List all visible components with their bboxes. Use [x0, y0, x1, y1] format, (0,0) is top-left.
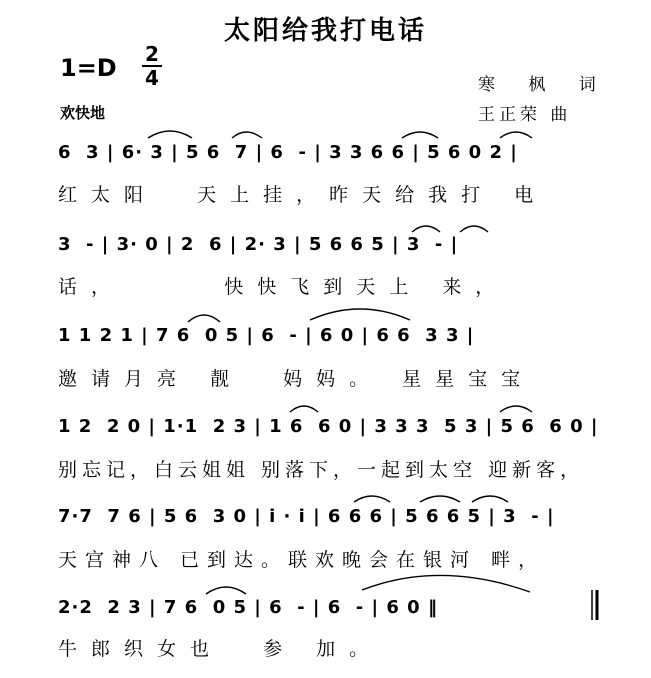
- slur: [412, 226, 440, 232]
- slur: [472, 496, 508, 502]
- slur: [500, 132, 532, 138]
- song-title: 太阳给我打电话: [223, 16, 427, 46]
- slur: [354, 496, 390, 502]
- tempo-marking: 欢快地: [60, 104, 106, 122]
- meter-top: 2: [145, 42, 159, 66]
- notation-line-6: 2·2 2 3 | 7 6 0 5 | 6 - | 6 - | 6 0 ‖: [58, 597, 438, 618]
- notation-line-4: 1 2 2 0 | 1·1 2 3 | 1 6 6 0 | 3 3 3 5 3 | 5 6 6 0 |: [58, 416, 599, 437]
- composer-credit: 王正荣 曲: [478, 105, 572, 125]
- lyric-line-3: 邀请月亮 靓 妈妈。 星星宝宝: [58, 368, 535, 390]
- slur: [460, 226, 488, 232]
- notation-line-5: 7·7 7 6 | 5 6 3 0 | i · i | 6 6 6 | 5 6 6 5 | 3 - |: [58, 506, 555, 527]
- notation-line-3: 1 1 2 1 | 7 6 0 5 | 6 - | 6 0 | 6 6 3 3 |: [58, 325, 475, 346]
- slur: [420, 496, 460, 502]
- slur: [310, 309, 410, 320]
- key-signature: 1=D: [60, 54, 117, 82]
- lyric-line-4: 别忘记，白云姐姐 别落下，一起到太空 迎新客，: [58, 459, 585, 481]
- slur: [206, 587, 246, 594]
- slur: [290, 406, 318, 412]
- slur: [148, 131, 192, 138]
- slur: [402, 132, 438, 138]
- lyricist-credit: 寒 枫 词: [478, 75, 610, 95]
- lyric-line-2: 话， 快快飞到天上 来，: [58, 276, 509, 298]
- slur: [500, 406, 532, 412]
- slur: [188, 315, 220, 322]
- notation-line-2: 3 - | 3· 0 | 2 6 | 2· 3 | 5 6 6 5 | 3 - |: [58, 234, 459, 255]
- lyric-line-6: 牛郎织女也 参 加。: [58, 638, 383, 660]
- meter-bottom: 4: [145, 66, 159, 90]
- notation-line-1: 6 3 | 6· 3 | 5 6 7 | 6 - | 3 3 6 6 | 5 6 0 2 |: [58, 142, 518, 163]
- slur: [362, 575, 530, 592]
- lyric-line-1: 红太阳 天上挂，昨天给我打 电: [58, 184, 548, 206]
- slur: [232, 132, 262, 138]
- lyric-line-5: 天宫神八 已到达。联欢晚会在银河 畔，: [58, 549, 546, 571]
